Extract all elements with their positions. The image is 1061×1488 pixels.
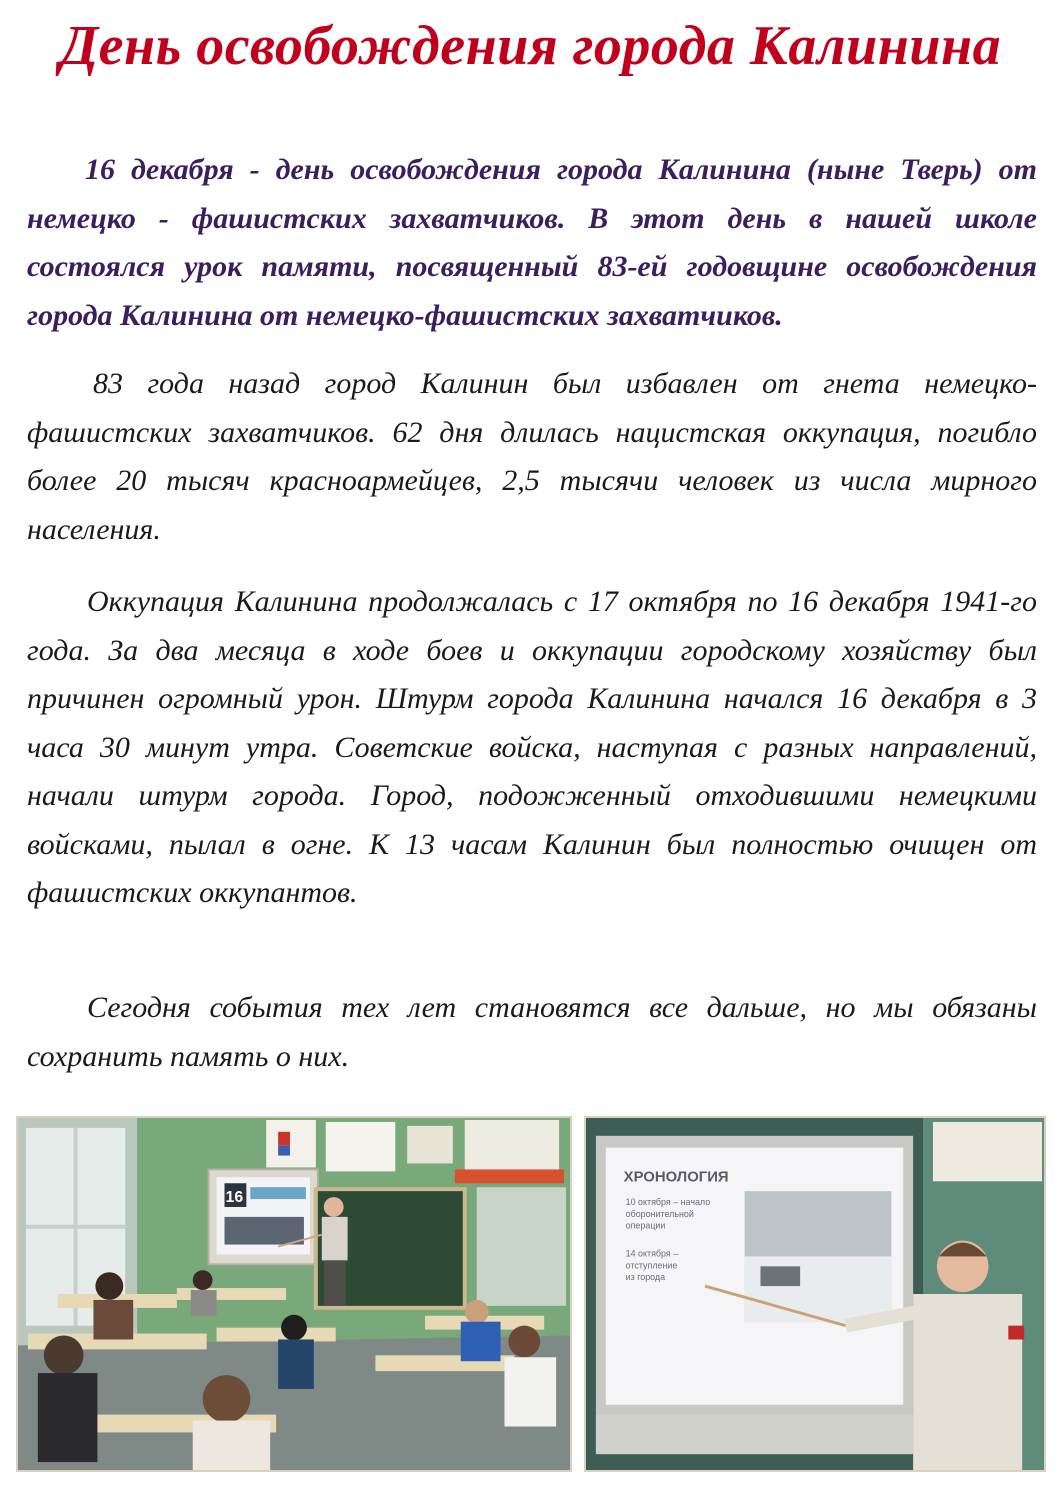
slide-bullet: из города bbox=[625, 1272, 666, 1283]
presentation-photo-illustration bbox=[586, 1118, 1044, 1470]
slide-bullet: 14 октября – bbox=[625, 1248, 679, 1259]
slide-number: 16 bbox=[225, 1189, 244, 1207]
classroom-photo-illustration bbox=[18, 1118, 570, 1470]
slide-bullet: 10 октября – начало bbox=[625, 1197, 711, 1208]
classroom-photo bbox=[16, 1116, 572, 1472]
presentation-photo bbox=[584, 1116, 1046, 1472]
paragraph-occupation: Оккупация Калинина продолжалась с 17 октября по 16 декабря 1941-го года. За два месяца в ходе боев и оккупации городскому хозяйству был причинен огромный урон. Штурм города Калинина начался 16 декабря в 3 часа 30 минут утра. Советские войска, наступая с разных направлений, начали штурм города. Город, подожженный отходившими немецкими войсками, пылал в огне. К 13 часам Калинин был полностью очищен от фашистских оккупантов. bbox=[27, 585, 1037, 909]
paragraph-liberation: 83 года назад город Калинин был избавлен от гнета немецко-фашистских захватчиков. 62 дня длилась нацистская оккупация, погибло более 20 тысяч красноармейцев, 2,5 тысячи человек из числа мирного населения. bbox=[27, 367, 1037, 546]
paragraph-memory: Сегодня события тех лет становятся все дальше, но мы обязаны сохранить память о них. bbox=[27, 991, 1037, 1073]
page-title: День освобождения города Калинина bbox=[59, 15, 1002, 77]
slide-bullet: оборонительной bbox=[625, 1208, 694, 1219]
slide-bullet: отступление bbox=[625, 1260, 678, 1271]
paragraph-intro: 16 декабря - день освобождения города Калинина (ныне Тверь) от немецко - фашистских захватчиков. В этот день в нашей школе состоялся урок памяти, посвященный 83-ей годовщине освобождения города Калинина от немецко-фашистских захватчиков. bbox=[27, 153, 1037, 332]
slide-title: ХРОНОЛОГИЯ bbox=[623, 1169, 729, 1186]
slide-bullet: операции bbox=[625, 1220, 666, 1231]
